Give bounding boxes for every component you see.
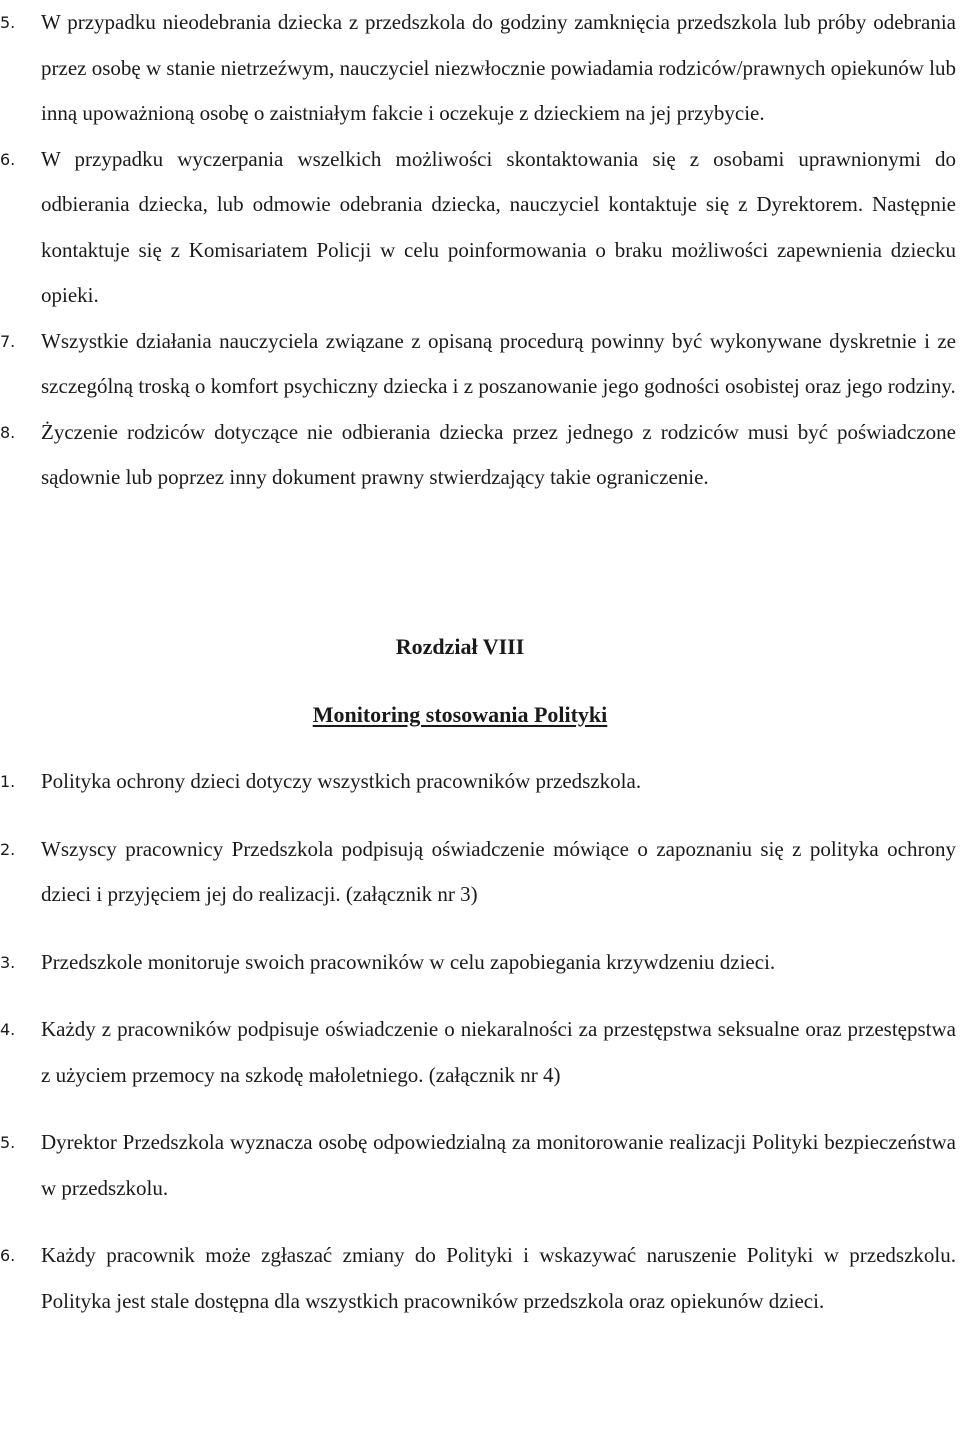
item-number: 3. [0, 952, 16, 972]
list-item [0, 319, 960, 410]
item-number: 2. [0, 839, 16, 859]
list-item [0, 940, 960, 986]
list-item [0, 1120, 960, 1211]
list-item [0, 410, 960, 501]
item-text: Życzenie rodziców dotyczące nie odbierania dziecka przez jednego z rodziców musi być poświadczone sądownie lub poprzez inny dokument prawny stwierdzający takie ograniczenie. [41, 419, 956, 489]
item-number: 5. [0, 13, 16, 32]
item-text: Polityka ochrony dzieci dotyczy wszystkich pracowników przedszkola. [41, 769, 642, 793]
list-item [0, 759, 960, 805]
item-number: 5. [0, 1133, 16, 1152]
list-item [0, 1007, 960, 1098]
list-item [0, 137, 960, 319]
item-text: W przypadku nieodebrania dziecka z przedszkola do godziny zamknięcia przedszkola lub próby odebrania przez osobę w stanie nietrzeźwym, nauczyciel niezwłocznie powiadamia rodziców/prawnych opiekunów lub inną upoważnioną osobę o zaistniałym fakcie i oczekuje z dzieckiem na jej przybycie. [41, 10, 956, 125]
item-text: W przypadku wyczerpania wszelkich możliwości skontaktowania się z osobami uprawnionymi do odbierania dziecka, lub odmowie odebrania dziecka, nauczyciel kontaktuje się z Dyrektorem. Następnie kontaktuje się z Komisariatem Policji w celu poinformowania o braku możliwości zapewnienia dziecku opieki. [41, 146, 956, 307]
item-text: Dyrektor Przedszkola wyznacza osobę odpowiedzialną za monitorowanie realizacji Polityki bezpieczeństwa w przedszkolu. [41, 1130, 956, 1200]
item-number: 4. [0, 1020, 16, 1039]
item-number: 6. [0, 149, 16, 169]
monitoring-list [0, 759, 960, 1346]
section-title-text: Monitoring stosowania Polityki [312, 702, 608, 727]
item-number: 1. [0, 772, 16, 791]
list-item [0, 827, 960, 918]
section-title [0, 695, 920, 735]
item-number: 7. [0, 331, 16, 351]
procedure-list [0, 0, 960, 501]
item-text: Przedszkole monitoruje swoich pracowników w celu zapobiegania krzywdzeniu dzieci. [41, 949, 776, 974]
item-text: Wszyscy pracownicy Przedszkola podpisują oświadczenie mówiące o zapoznaniu się z polityka ochrony dzieci i przyjęciem jej do realizacji. (załącznik nr 3) [41, 836, 956, 906]
item-number: 6. [0, 1246, 16, 1265]
item-number: 8. [0, 422, 16, 442]
item-text: Wszystkie działania nauczyciela związane z opisaną procedurą powinny być wykonywane dyskretnie i ze szczególną troską o komfort psychiczny dziecka i z poszanowanie jego godności osobistej oraz jego rodziny. [41, 328, 956, 398]
list-item [0, 0, 960, 137]
list-item [0, 1233, 960, 1324]
item-text: Każdy pracownik może zgłaszać zmiany do Polityki i wskazywać naruszenie Polityki w przedszkolu. Polityka jest stale dostępna dla wszystkich pracowników przedszkola oraz opiekunów dzieci. [41, 1243, 956, 1313]
item-text: Każdy z pracowników podpisuje oświadczenie o niekaralności za przestępstwa seksualne oraz przestępstwa z użyciem przemocy na szkodę małoletniego. (załącznik nr 4) [41, 1017, 956, 1087]
chapter-title: Rozdział VIII [395, 634, 525, 659]
